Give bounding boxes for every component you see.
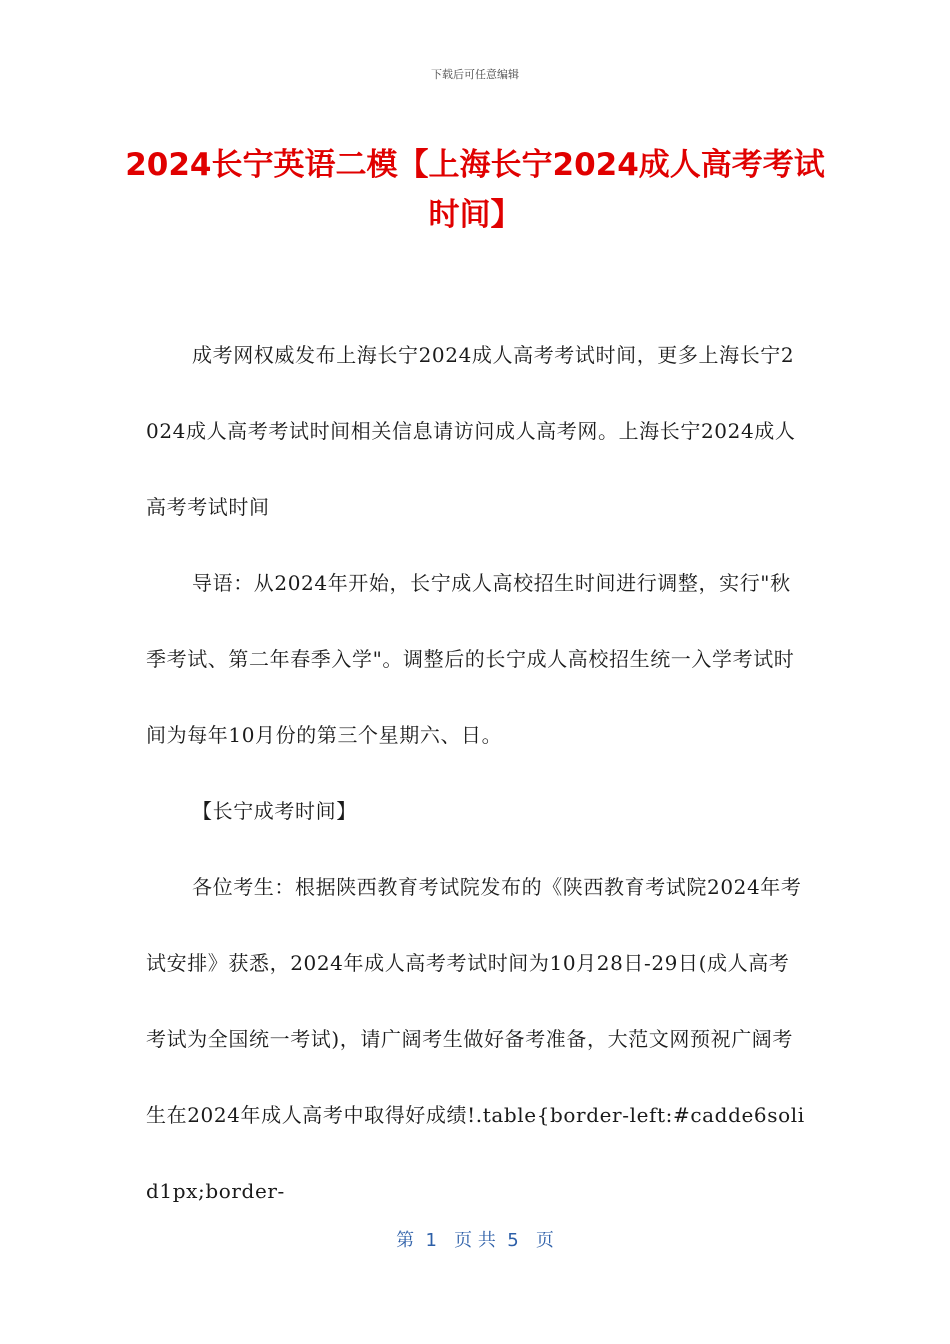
page-number-label: 第 1 页 共 5 页 (396, 1230, 554, 1251)
section-heading: 【长宁成考时间】 (192, 799, 357, 823)
header-note: 下载后可任意编辑 (431, 68, 519, 81)
page-footer (0, 1226, 950, 1252)
document-title: 2024长宁英语二模【上海长宁2024成人高考考试时间】 (125, 147, 825, 233)
document-body (146, 317, 806, 1229)
paragraph-notice: 各位考生：根据陕西教育考试院发布的《陕西教育考试院2024年考试安排》获悉，2024年成人高考考试时间为10月28日-29日(成人高考考试为全国统一考试)，请广阔考生做好备考准备，大范文网预祝广阔考生在2024年成人高考中取得好成绩!.table{border-left:#cadde6solid1px;border- (146, 875, 805, 1203)
paragraph-lead: 导语：从2024年开始，长宁成人高校招生时间进行调整，实行"秋季考试、第二年春季入学"。调整后的长宁成人高校招生统一入学考试时间为每年10月份的第三个星期六、日。 (146, 571, 795, 747)
paragraph-intro: 成考网权威发布上海长宁2024成人高考考试时间，更多上海长宁2024成人高考考试时间相关信息请访问成人高考网。上海长宁2024成人高考考试时间 (146, 343, 796, 519)
